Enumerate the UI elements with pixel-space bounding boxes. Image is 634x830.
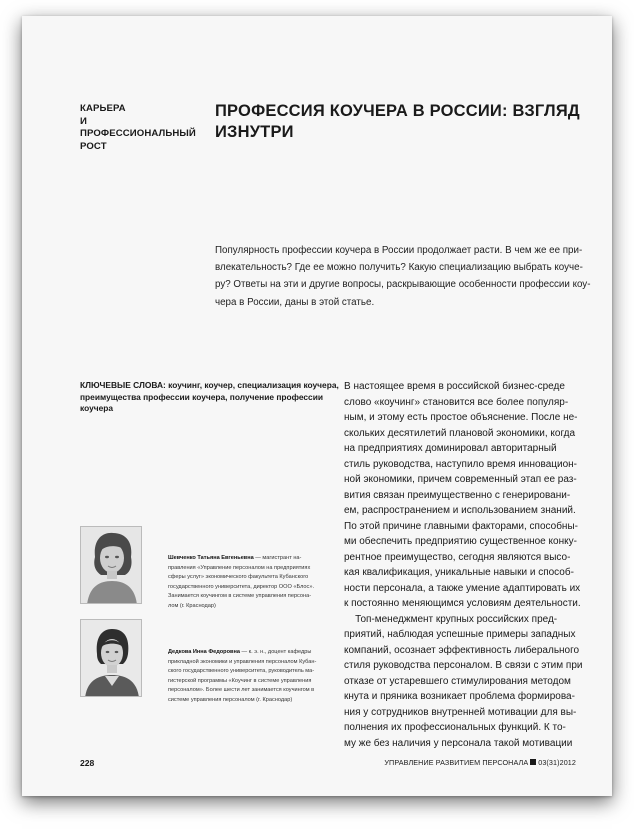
keywords-text: коучинг, коучер, специализация коучера, bbox=[165, 380, 339, 390]
author-bio bbox=[168, 554, 328, 612]
body-line: слово «коучинг» становится все более популяр- bbox=[344, 396, 569, 408]
article-title bbox=[215, 101, 595, 143]
keywords-line: коучера bbox=[80, 403, 114, 414]
body-line: ем, распространением и использованием знаний. bbox=[344, 505, 576, 516]
section-line: КАРЬЕРА bbox=[80, 103, 126, 114]
author-bio-text: — к. э. н., доцент кафедры bbox=[239, 649, 312, 655]
author-bio-line: прикладной экономики и управления персоналом Кубан- bbox=[168, 658, 317, 665]
body-line: полнения их профессиональных функций. К то- bbox=[344, 722, 566, 733]
body-line: стиль руководства, наступило время инновацион- bbox=[344, 458, 578, 470]
body-line: В настоящее время в российской бизнес-среде bbox=[344, 381, 565, 392]
page-number: 228 bbox=[80, 758, 95, 768]
journal-issue: 03(31)2012 bbox=[538, 758, 576, 767]
body-line: Топ-менеджмент крупных российских пред- bbox=[344, 613, 558, 625]
body-line: кнута и пряника возникает проблема формирова- bbox=[344, 691, 575, 702]
body-line: ния у сотрудников внутренней мотивации для вы- bbox=[344, 706, 577, 718]
keywords-line bbox=[80, 380, 339, 392]
lead-line: чера в России, даны в этой статье. bbox=[215, 296, 375, 308]
author-photo-shevchenko bbox=[80, 526, 142, 604]
author-bio-line: ского государственного университета, руководитель ма- bbox=[168, 668, 315, 675]
body-line: отказе от устаревшего стимулирования методом bbox=[344, 675, 571, 687]
title-line: ИЗНУТРИ bbox=[215, 123, 294, 141]
body-line: вития связан преимущественно с генерировани- bbox=[344, 489, 571, 501]
body-line: компаний, осознает эффективность либерального bbox=[344, 644, 580, 656]
portrait-woman-icon bbox=[81, 620, 142, 697]
section-line: И ПРОФЕССИОНАЛЬНЫЙ bbox=[80, 115, 196, 139]
keywords-label: КЛЮЧЕВЫЕ СЛОВА: bbox=[80, 380, 166, 390]
document-page bbox=[22, 16, 612, 796]
body-line: на предприятиях доминировал авторитарный bbox=[344, 443, 557, 454]
body-line: По этой причине главными факторами, способны- bbox=[344, 520, 578, 532]
body-line: ности персонала, а также умение адаптировать их bbox=[344, 582, 581, 594]
body-line: к постоянно меняющимся условиям деятельности. bbox=[344, 598, 581, 609]
keywords-block bbox=[80, 380, 339, 415]
section-line: РОСТ bbox=[80, 140, 107, 152]
body-line: кая квалификация, уникальные навыки и способ- bbox=[344, 567, 574, 578]
journal-name: УПРАВЛЕНИЕ РАЗВИТИЕМ ПЕРСОНАЛА bbox=[384, 758, 529, 767]
keywords-line: преимущества профессии коучера, получение профессии bbox=[80, 391, 324, 402]
author-bio-line: Занимается коучингом в системе управления персона- bbox=[168, 593, 312, 600]
author-bio-line: сферы услуг» экономического факультета Кубанского bbox=[168, 574, 309, 581]
author-bio-line bbox=[168, 554, 328, 564]
body-line: стиля руководства персоналом. В связи с этим при bbox=[344, 660, 583, 671]
body-line: ми обеспечить предприятию существенное конку- bbox=[344, 536, 577, 547]
section-heading bbox=[80, 103, 200, 153]
body-line: ным, и этому есть простое объяснение. После не- bbox=[344, 412, 578, 423]
author-name: Шевченко Татьяна Евгеньевна bbox=[168, 555, 254, 561]
author-bio bbox=[168, 648, 328, 706]
body-line: скольких десятилетий плановой экономики, когда bbox=[344, 427, 576, 439]
author-bio-line: гистерской программы «Коучинг в системе управления bbox=[168, 677, 312, 684]
journal-footer bbox=[384, 758, 576, 767]
author-bio-line: системе управления персоналом (г. Краснодар) bbox=[168, 696, 293, 703]
portrait-woman-icon bbox=[81, 527, 142, 604]
author-bio-line: лом (г. Краснодар) bbox=[168, 602, 216, 609]
author-bio-text: — магистрант на- bbox=[253, 555, 302, 561]
title-line: ПРОФЕССИЯ КОУЧЕРА В РОССИИ: ВЗГЛЯД bbox=[215, 102, 580, 120]
author-name: Дедкова Инна Федоровна bbox=[168, 649, 240, 655]
square-bullet-icon bbox=[530, 759, 536, 765]
author-bio-line: правления «Управление персоналом на предприятиях bbox=[168, 564, 311, 571]
author-bio-line: персоналом». Более шести лет занимается коучингом в bbox=[168, 687, 315, 694]
author-photo-dedkova bbox=[80, 619, 142, 697]
lead-line: ру? Ответы на эти и другие вопросы, раскрывающие особенности профессии коу- bbox=[215, 279, 591, 291]
lead-line: Популярность профессии коучера в России продолжает расти. В чем же ее при- bbox=[215, 245, 583, 256]
body-line: приятий, наблюдая успешные примеры западных bbox=[344, 629, 576, 640]
article-lead bbox=[215, 242, 595, 311]
author-bio-line bbox=[168, 648, 328, 658]
lead-line: влекательность? Где ее можно получить? Какую специализацию выбрать коуче- bbox=[215, 262, 583, 274]
body-line: му же без наличия у персонала такой мотивации bbox=[344, 737, 573, 749]
article-body bbox=[344, 379, 599, 751]
body-line: рентное преимущество, сегодня являются высо- bbox=[344, 551, 571, 563]
author-bio-line: государственного университета, директор ООО «Блос». bbox=[168, 583, 314, 590]
body-line: ной экономики, причем современный этап ее раз- bbox=[344, 474, 577, 485]
